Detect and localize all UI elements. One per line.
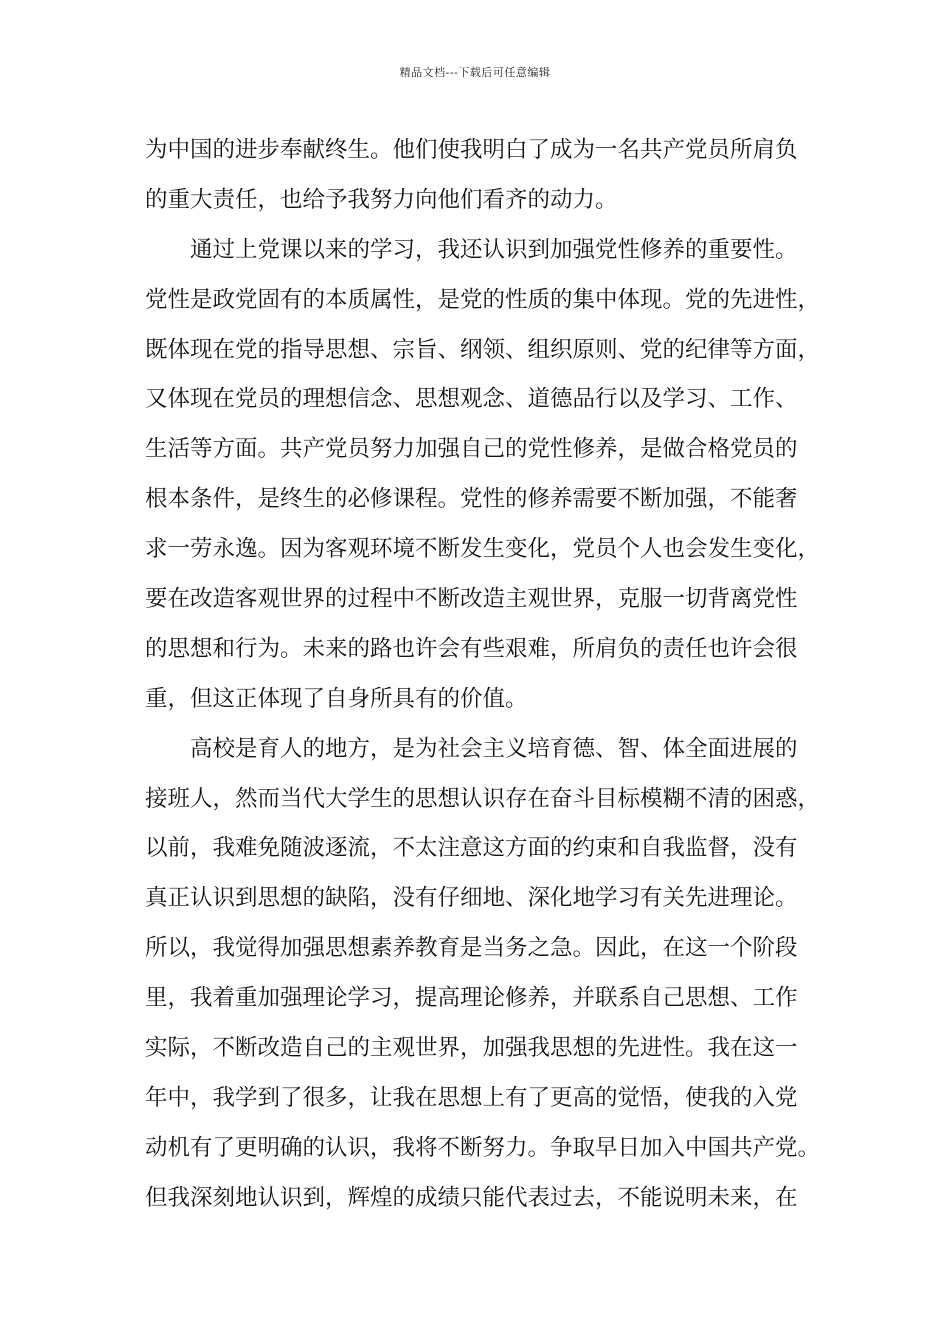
text-line: 接班人，然而当代大学生的思想认识存在奋斗目标模糊不清的困惑， [145,785,821,812]
text-line: 既体现在党的指导思想、宗旨、纲领、组织原则、党的纪律等方面， [145,336,821,363]
text-line: 重，但这正体现了自身所具有的价值。 [145,685,528,712]
text-line: 要在改造客观世界的过程中不断改造主观世界，克服一切背离党性 [145,586,798,613]
text-line: 为中国的进步奉献终生。他们使我明白了成为一名共产党员所肩负 [145,137,798,163]
text-line: 生活等方面。共产党员努力加强自己的党性修养，是做合格党员的 [145,436,798,463]
text-line: 真正认识到思想的缺陷，没有仔细地、深化地学习有关先进理论。 [145,885,798,912]
text-line: 实际，不断改造自己的主观世界，加强我思想的先进性。我在这一 [145,1035,798,1062]
text-line: 的重大责任，也给予我努力向他们看齐的动力。 [145,186,618,213]
text-line: 根本条件，是终生的必修课程。党性的修养需要不断加强，不能奢 [145,486,798,513]
text-line: 里，我着重加强理论学习，提高理论修养，并联系自己思想、工作 [145,985,798,1012]
text-line: 通过上党课以来的学习，我还认识到加强党性修养的重要性。 [190,236,798,263]
text-line: 又体现在党员的理想信念、思想观念、道德品行以及学习、工作、 [145,386,798,413]
page-header: 精品文档---下载后可任意编辑 [399,66,551,79]
text-line: 年中，我学到了很多，让我在思想上有了更高的觉悟，使我的入党 [145,1084,798,1111]
text-line: 动机有了更明确的认识，我将不断努力。争取早日加入中国共产党。 [145,1134,821,1161]
text-line: 求一劳永逸。因为客观环境不断发生变化，党员个人也会发生变化， [145,536,821,563]
document-body [145,126,825,1224]
text-line: 党性是政党固有的本质属性，是党的性质的集中体现。党的先进性， [145,286,821,313]
text-line: 但我深刻地认识到，辉煌的成绩只能代表过去，不能说明未来，在 [145,1184,798,1211]
text-line: 的思想和行为。未来的路也许会有些艰难，所肩负的责任也许会很 [145,635,798,662]
text-line: 高校是育人的地方，是为社会主义培育德、智、体全面进展的 [190,735,798,762]
text-line: 所以，我觉得加强思想素养教育是当务之急。因此，在这一个阶段 [145,935,798,962]
text-line: 以前，我难免随波逐流，不太注意这方面的约束和自我监督，没有 [145,835,798,862]
